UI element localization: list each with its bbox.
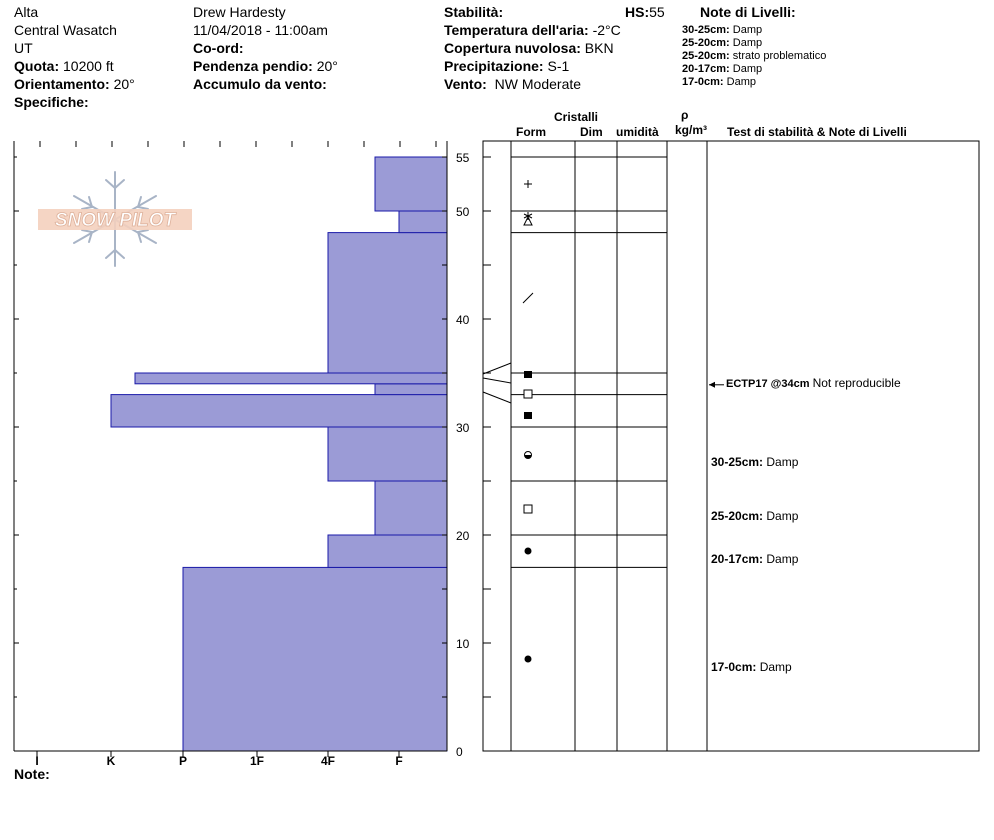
- layer-note-range: 25-20cm:: [682, 37, 730, 49]
- crystals-header: Cristalli: [554, 110, 599, 124]
- round-grain-icon: [525, 656, 532, 663]
- stability-test-note: [726, 377, 901, 391]
- layer-comment-text: Damp: [763, 455, 799, 469]
- range: Central Wasatch: [14, 22, 117, 38]
- dim-header: Dim: [580, 125, 603, 139]
- layer-note-range: 25-20cm:: [682, 50, 730, 62]
- notes-label: Note:: [14, 766, 50, 782]
- hardness-bar: [328, 427, 447, 481]
- hardness-label: 4F: [320, 754, 336, 768]
- faceted-grain-icon: [524, 390, 532, 398]
- faceted-grain-icon: [524, 505, 532, 513]
- precip-label: Precipitazione:: [444, 58, 544, 74]
- depth-label: 40: [456, 313, 470, 327]
- elevation-value: 10200 ft: [63, 58, 114, 74]
- layer-comment-range: 25-20cm:: [711, 509, 764, 523]
- observer: Drew Hardesty: [193, 4, 286, 20]
- stability-test-marker: [709, 382, 724, 388]
- stability-label: Stabilità:: [444, 4, 504, 20]
- depth-label: 20: [456, 529, 470, 543]
- depth-label: 55: [456, 151, 470, 165]
- slope-label: Pendenza pendio:: [193, 58, 313, 74]
- hardness-bar: [399, 211, 447, 233]
- round-grain-icon: [525, 548, 532, 555]
- hardness-label: K: [106, 754, 116, 768]
- coords-label: Co-ord:: [193, 40, 244, 56]
- air-temp-label: Temperatura dell'aria:: [444, 22, 589, 38]
- aspect-value: 20°: [113, 76, 135, 92]
- grain-form-symbols: [523, 180, 533, 663]
- hardness-label: P: [178, 754, 188, 768]
- snowpilot-logo: [38, 172, 192, 266]
- datetime: 11/04/2018 - 11:00am: [193, 22, 328, 38]
- hs-label: HS:: [625, 4, 650, 20]
- layer-connector: [483, 392, 511, 403]
- layer-note-range: 30-25cm:: [682, 24, 730, 36]
- logo-text: SNOW PILOT: [54, 210, 176, 231]
- slope-value: 20°: [316, 58, 338, 74]
- layer-note-text: Damp: [732, 24, 763, 36]
- hardness-bar: [111, 395, 447, 427]
- layer-note-text: strato problematico: [732, 50, 827, 62]
- aspect-label: Orientamento:: [14, 76, 110, 92]
- hardness-bar: [375, 157, 447, 211]
- density-unit-header: kg/m³: [675, 123, 708, 137]
- solid-faceted-icon: [524, 412, 532, 419]
- depth-label: 50: [456, 205, 470, 219]
- stability-notes-header: Test di stabilità & Note di Livelli: [727, 125, 907, 139]
- layer-comment-range: 20-17cm:: [711, 552, 764, 567]
- layer-comment-range: 30-25cm:: [711, 455, 764, 469]
- hardness-bar: [375, 384, 447, 395]
- state: UT: [14, 40, 33, 56]
- layer-comment-range: 17-0cm:: [711, 660, 757, 675]
- sky-value: BKN: [584, 40, 614, 56]
- stability-test-label: ECTP17 @34cm: [726, 378, 810, 390]
- precip-value: S-1: [547, 58, 570, 74]
- hs-value: 55: [649, 4, 665, 20]
- layer-note-range: 17-0cm:: [682, 76, 724, 88]
- moisture-header: umidità: [616, 125, 659, 139]
- hardness-bar: [135, 373, 447, 384]
- depth-label: 10: [456, 637, 470, 651]
- solid-faceted-icon: [524, 371, 532, 378]
- rho-header: ρ: [681, 108, 689, 122]
- elevation-label: Quota:: [14, 58, 60, 74]
- layer-comment: [711, 509, 798, 523]
- air-temp-value: -2°C: [592, 22, 621, 38]
- layer-comment: [711, 552, 798, 566]
- layer-note-text: Damp: [732, 63, 763, 75]
- wind-value: NW Moderate: [494, 76, 582, 92]
- decomposing-icon: [523, 293, 533, 303]
- hardness-bars: [111, 157, 447, 751]
- wind-loading-label: Accumulo da vento:: [193, 76, 327, 92]
- layer-note-text: Damp: [732, 37, 763, 49]
- depth-label: 30: [456, 421, 470, 435]
- hardness-axis: [35, 751, 402, 768]
- wind-label: Vento:: [444, 76, 487, 92]
- hardness-label: F: [395, 754, 403, 768]
- hardness-bar: [183, 567, 447, 751]
- layer-comment-text: Damp: [763, 552, 799, 567]
- layer-comment-text: Damp: [756, 660, 792, 675]
- stability-test-text: Not reproducible: [812, 376, 901, 390]
- layer-note-text: Damp: [726, 76, 756, 88]
- specifics-label: Specifiche:: [14, 94, 89, 110]
- layer-notes-title: Note di Livelli:: [700, 4, 796, 20]
- layer-connector: [483, 378, 511, 383]
- layer-comment: [711, 455, 798, 469]
- hardness-label: 1F: [249, 754, 265, 768]
- layer-note-range: 20-17cm:: [682, 63, 730, 75]
- hardness-bar: [328, 233, 447, 373]
- form-header: Form: [516, 125, 546, 139]
- layer-connector: [483, 363, 511, 374]
- sky-label: Copertura nuvolosa:: [444, 40, 581, 56]
- stability-test-arrowhead: [709, 382, 715, 388]
- location: Alta: [14, 4, 39, 20]
- layer-comment: [711, 660, 792, 674]
- hardness-label: I: [35, 754, 39, 768]
- hardness-bar: [328, 535, 447, 567]
- hardness-bar: [375, 481, 447, 535]
- layer-comment-text: Damp: [763, 509, 799, 523]
- depth-label: 0: [456, 745, 463, 759]
